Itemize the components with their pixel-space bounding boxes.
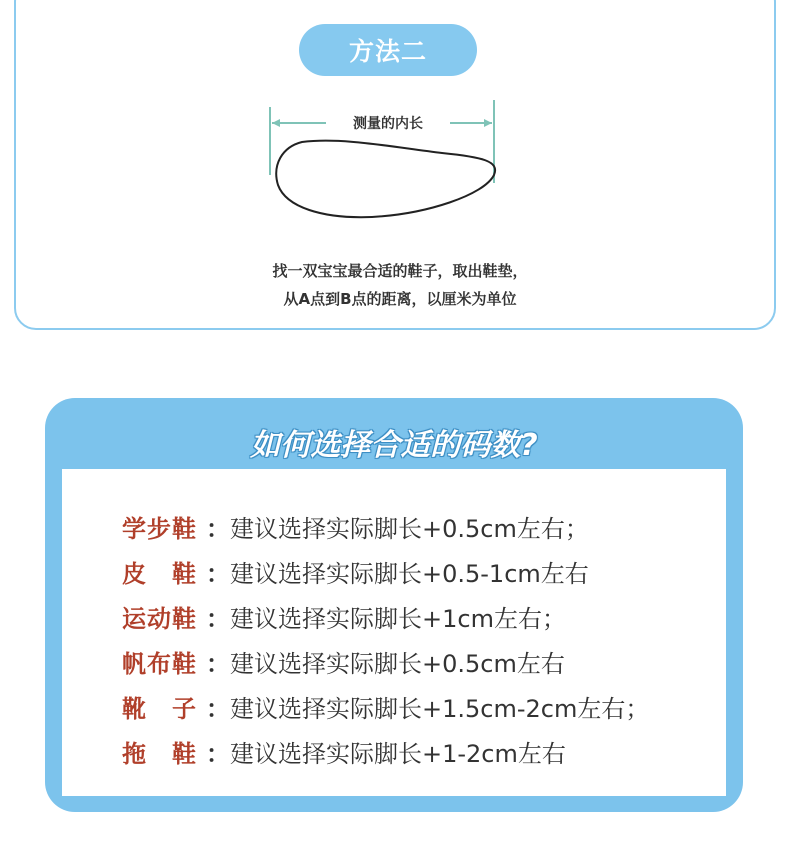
label-colon: ： [206, 605, 230, 633]
size-guide-list [122, 504, 649, 774]
method-two-badge: 方法二 [299, 24, 477, 76]
size-advice: 建议选择实际脚长+1.5cm-2cm左右； [230, 695, 650, 723]
list-item [122, 729, 649, 774]
shoe-type-label: 靴 子 [122, 695, 197, 723]
diagram-label: 测量的内长 [353, 116, 423, 132]
instruction-line-2: 从A点到B点的距离，以厘米为单位 [283, 290, 517, 308]
label-colon: ： [206, 650, 230, 678]
shoe-type-label: 皮 鞋 [122, 560, 197, 588]
size-guide-panel [45, 398, 743, 812]
label-colon: ： [206, 560, 230, 588]
list-item [122, 504, 649, 549]
size-advice: 建议选择实际脚长+0.5cm左右； [230, 515, 589, 543]
size-guide-card [62, 469, 726, 796]
insole-outline-icon [276, 141, 495, 218]
label-colon: ： [206, 740, 230, 768]
size-advice: 建议选择实际脚长+0.5cm左右 [230, 650, 565, 678]
list-item [122, 594, 649, 639]
list-item [122, 549, 649, 594]
size-guide-title: 如何选择合适的码数? [250, 428, 538, 463]
size-advice: 建议选择实际脚长+1cm左右； [230, 605, 566, 633]
shoe-type-label: 运动鞋 [122, 605, 197, 633]
size-advice: 建议选择实际脚长+1-2cm左右 [230, 740, 566, 768]
size-advice: 建议选择实际脚长+0.5-1cm左右 [230, 560, 589, 588]
label-colon: ： [206, 515, 230, 543]
insole-diagram [262, 95, 502, 235]
shoe-type-label: 帆布鞋 [122, 650, 197, 678]
label-colon: ： [206, 695, 230, 723]
instruction-line-1: 找一双宝宝最合适的鞋子，取出鞋垫， [272, 262, 528, 280]
list-item [122, 639, 649, 684]
list-item [122, 684, 649, 729]
shoe-type-label: 拖 鞋 [122, 740, 197, 768]
shoe-type-label: 学步鞋 [122, 515, 197, 543]
